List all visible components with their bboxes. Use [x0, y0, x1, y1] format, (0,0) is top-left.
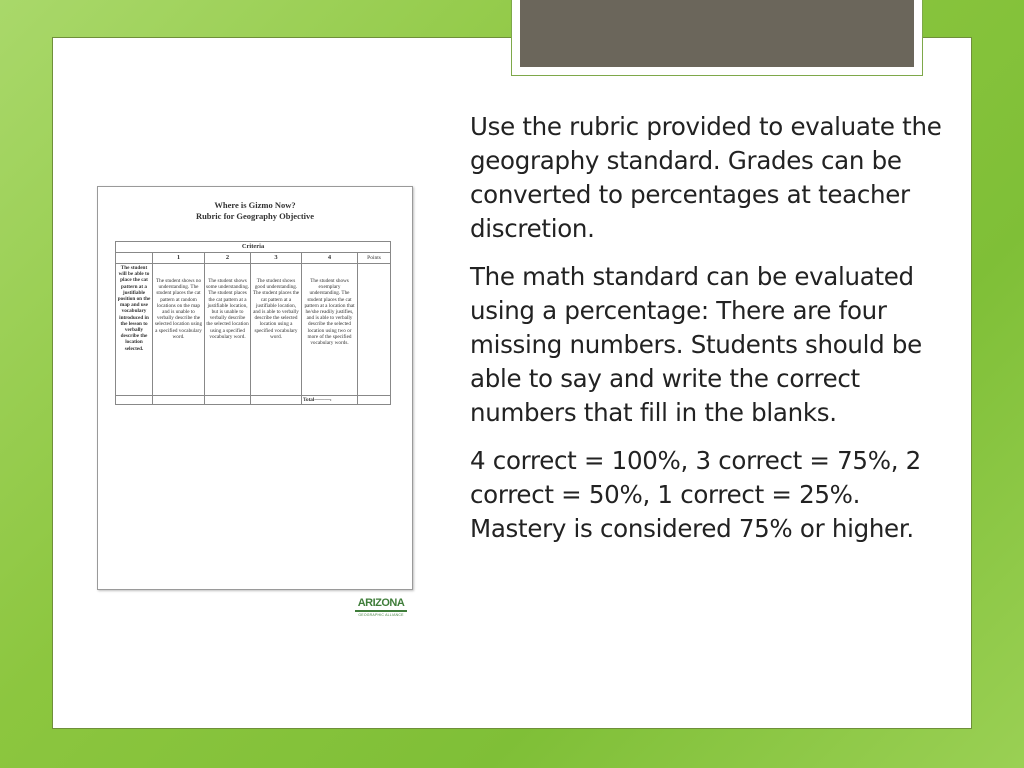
paragraph-grading-scale: 4 correct = 100%, 3 correct = 75%, 2 correct = 50%, 1 correct = 25%. Mastery is considered 75% or higher. — [470, 446, 921, 543]
rubric-col-blank — [116, 253, 153, 264]
rubric-criteria-row — [116, 242, 391, 253]
paragraph-rubric: Use the rubric provided to evaluate the geography standard. Grades can be converted to percentages at teacher discretion. — [470, 112, 942, 243]
rubric-col-1: 1 — [153, 253, 205, 264]
rubric-cell-1: The student shows no understanding. The student places the cat pattern at random locations on the map and is unable to verbally describe the selected location using a specified vocabulary word. — [153, 264, 205, 396]
rubric-total-blank-4 — [251, 396, 302, 405]
rubric-col-3: 3 — [251, 253, 302, 264]
rubric-total-value — [358, 396, 391, 405]
rubric-col-2: 2 — [205, 253, 251, 264]
rubric-column-row — [116, 253, 391, 264]
rubric-total-row — [116, 396, 391, 405]
paragraph-math-standard: The math standard can be evaluated using a percentage: There are four missing numbers. Students should be able to say and write the correct numbers that fill in the blanks. — [470, 262, 922, 427]
rubric-title: Where is Gizmo Now? — [214, 200, 296, 210]
rubric-cell-2: The student shows some understanding. The student places the cat pattern at a justifiable location, but is unable to verbally describe the selected location using a specified vocabulary word. — [205, 264, 251, 396]
rubric-total-label: Total———› — [302, 396, 358, 405]
rubric-cell-points — [358, 264, 391, 396]
arizona-geographic-alliance-logo — [353, 597, 409, 619]
header-bar-fill — [520, 0, 914, 67]
rubric-total-blank-2 — [153, 396, 205, 405]
slide-body-text — [470, 110, 950, 560]
rubric-objective: The student will be able to place the cat pattern at a justifiable position on the map and use vocabulary introduced in the lesson to verbally describe the location selected. — [116, 264, 153, 396]
logo-name: ARIZONA — [357, 597, 405, 609]
rubric-criteria-body-row — [116, 264, 391, 396]
logo-divider — [355, 610, 407, 612]
rubric-col-points: Points — [358, 253, 391, 264]
rubric-total-blank-1 — [116, 396, 153, 405]
rubric-table — [115, 241, 391, 405]
rubric-total-blank-3 — [205, 396, 251, 405]
logo-tagline: GEOGRAPHIC ALLIANCE — [358, 612, 404, 617]
rubric-title-block — [98, 200, 412, 222]
rubric-cell-3: The student shows good understanding. The student places the cat pattern at a justifiable location, and is able to verbally describe the selected location using a specified vocabulary word. — [251, 264, 302, 396]
rubric-col-4: 4 — [302, 253, 358, 264]
rubric-document-image — [97, 186, 413, 590]
rubric-cell-4: The student shows exemplary understanding. The student places the cat pattern at a location that he/she readily justifies, and is able to verbally describe the selected location using two or more of the specified vocabulary words. — [302, 264, 358, 396]
header-bar — [511, 0, 923, 76]
rubric-subtitle: Rubric for Geography Objective — [195, 211, 315, 221]
rubric-criteria-header: Criteria — [116, 242, 391, 253]
